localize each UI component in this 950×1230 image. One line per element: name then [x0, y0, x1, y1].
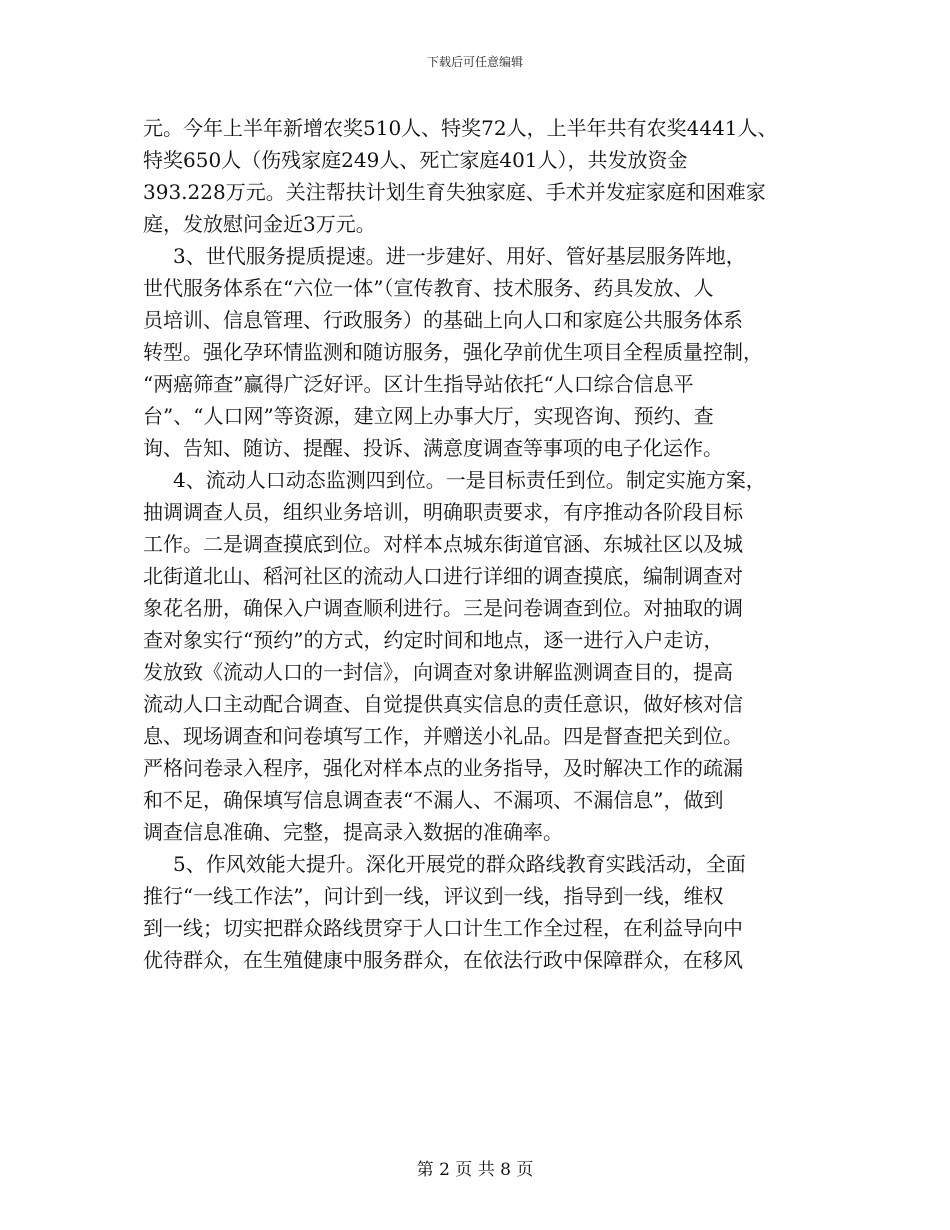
- text-line: 3、世代服务提质提速。进一步建好、用好、管好基层服务阵地，: [173, 244, 746, 268]
- text-line: 抽调调查人员，组织业务培训，明确职责要求，有序推动各阶段目标: [143, 500, 743, 524]
- text-line: 息、现场调查和问卷填写工作，并赠送小礼品。四是督查把关到位。: [143, 724, 743, 748]
- text-line: 元。今年上半年新增农奖510人、特奖72人，上半年共有农奖4441人、: [143, 116, 778, 140]
- text-line: 北街道北山、稻河社区的流动人口进行详细的调查摸底，编制调查对: [143, 564, 743, 588]
- text-line: 393.228万元。关注帮扶计划生育失独家庭、手术并发症家庭和困难家: [143, 180, 766, 204]
- text-line: 发放致《流动人口的一封信》，向调查对象讲解监测调查目的，提高: [143, 660, 733, 684]
- text-line: 查对象实行“预约”的方式，约定时间和地点，逐一进行入户走访，: [143, 628, 724, 652]
- text-line: 象花名册，确保入户调查顺利进行。三是问卷调查到位。对抽取的调: [143, 596, 743, 620]
- text-line: 员培训、信息管理、行政服务）的基础上向人口和家庭公共服务体系: [143, 308, 743, 332]
- text-line: 5、作风效能大提升。深化开展党的群众路线教育实践活动，全面: [173, 852, 746, 876]
- text-line: 询、告知、随访、提醒、投诉、满意度调查等事项的电子化运作。: [143, 436, 723, 460]
- text-line: 推行“一线工作法”，问计到一线，评议到一线，指导到一线，维权: [143, 884, 724, 908]
- text-line: 优待群众，在生殖健康中服务群众，在依法行政中保障群众，在移风: [143, 948, 743, 972]
- text-line: 和不足，确保填写信息调查表“不漏人、不漏项、不漏信息”，做到: [143, 788, 724, 812]
- page-header: 下载后可任意编辑: [426, 55, 523, 69]
- page-footer: 第 2 页 共 8 页: [416, 1160, 534, 1180]
- text-line: 4、流动人口动态监测四到位。一是目标责任到位。制定实施方案，: [173, 468, 766, 492]
- text-line: 庭，发放慰问金近3万元。: [143, 212, 376, 236]
- text-line: 转型。强化孕环情监测和随访服务，强化孕前优生项目全程质量控制，: [143, 340, 763, 364]
- document-body: [143, 112, 833, 976]
- text-line: 流动人口主动配合调查、自觉提供真实信息的责任意识，做好核对信: [143, 692, 743, 716]
- text-line: 工作。二是调查摸底到位。对样本点城东街道官涵、东城社区以及城: [143, 532, 743, 556]
- text-line: 到一线；切实把群众路线贯穿于人口计生工作全过程，在利益导向中: [143, 916, 743, 940]
- text-line: 严格问卷录入程序，强化对样本点的业务指导，及时解决工作的疏漏: [143, 756, 743, 780]
- text-line: 世代服务体系在“六位一体”（宣传教育、技术服务、药具发放、人: [143, 276, 714, 300]
- text-line: 台”、“人口网”等资源，建立网上办事大厅，实现咨询、预约、查: [143, 404, 714, 428]
- text-line: 特奖650人（伤残家庭249人、死亡家庭401人），共发放资金: [143, 148, 688, 172]
- text-line: 调查信息准确、完整，提高录入数据的准确率。: [143, 820, 563, 844]
- text-line: “两癌筛查”赢得广泛好评。区计生指导站依托“人口综合信息平: [143, 372, 694, 396]
